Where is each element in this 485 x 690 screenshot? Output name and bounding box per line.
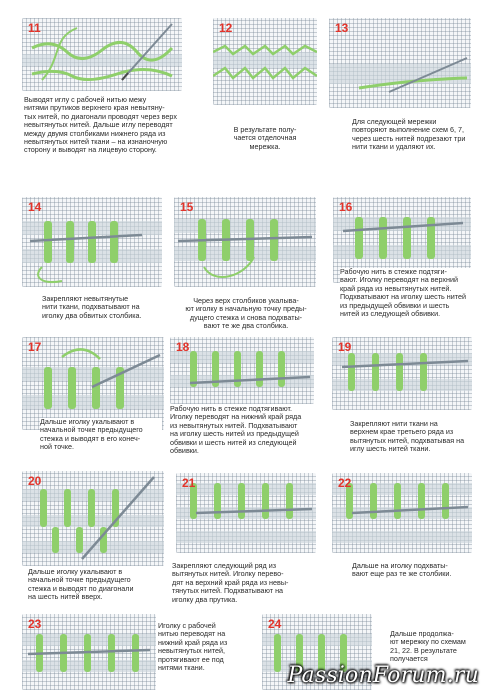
stitch-illustration (22, 18, 182, 91)
step-caption-16: Рабочую нить в стежке подтяги- вают. Иголку переводят на верхний край ряда из невытянутых нитей. Подхватывают на иголку шесть нитей из предыдущей обвивки и шесть нитей из следующей обвивки. (340, 268, 474, 318)
step-photo-18 (170, 337, 314, 404)
step-photo-11 (22, 18, 182, 91)
step-caption-14: Закрепляют невытянутые нити ткани, подхватывают на иголку два обвитых столбика. (42, 294, 142, 320)
watermark: PassionForum.ru (287, 663, 479, 688)
step-number: 17 (28, 340, 42, 354)
step-photo-12 (213, 18, 317, 105)
step-photo-22 (332, 473, 472, 553)
stitch-illustration (329, 18, 471, 108)
step-caption-19: Закрепляют нити ткани на верхнем крае третьего ряда из вытянутых нитей, подхватывая на иглу шесть нитей ткани. (350, 419, 465, 454)
step-caption-21: Закрепляют следующий ряд из вытянутых нитей. Иголку перево- дят на верхний край ряда из невы- тянутых нитей. Подхватывают на иголку два прутика. (172, 561, 289, 604)
stitch-illustration (22, 471, 164, 566)
step-caption-15: Через верх столбиков укалыва- ют иголку в начальную точку преды- дущего стежка и снова подхваты- вают те же два столбика. (185, 296, 307, 331)
step-photo-15 (174, 197, 316, 287)
step-number: 14 (28, 200, 42, 214)
step-number: 16 (339, 200, 353, 214)
stitch-illustration (332, 473, 472, 553)
step-photo-23 (22, 614, 156, 690)
step-number: 13 (335, 21, 349, 35)
step-number: 20 (28, 474, 42, 488)
step-caption-24: Дальше продолжа- ют мережку по схемам 21, 22. В результате получается (390, 629, 466, 664)
stitch-illustration (176, 473, 316, 553)
step-photo-21 (176, 473, 316, 553)
step-caption-12: В результате полу- чается отделочная мережка. (233, 125, 297, 151)
stitch-illustration (22, 197, 162, 287)
step-caption-11: Выводят иглу с рабочей нитью межу нитями прутиков верхнего края невытяну- тых нитей, по диагонали проводят через верх невытянутых нитей. Дальше иглу переводят между двумя столбиками нижнего ряда из невытянутых нитей ткани – на изнаночную сторону и выводят на лицевую сторону. (24, 95, 177, 155)
step-number: 18 (176, 340, 190, 354)
step-photo-14 (22, 197, 162, 287)
stitch-illustration (174, 197, 316, 287)
step-number: 15 (180, 200, 194, 214)
step-number: 24 (268, 617, 282, 631)
stitch-illustration (170, 337, 314, 404)
step-number: 12 (219, 21, 233, 35)
step-caption-22: Дальше на иголку подхваты- вают еще раз те же столбики. (352, 561, 452, 579)
stitch-illustration (22, 614, 156, 690)
step-caption-17: Дальше иголку укалывают в начальной точке предыдущего стежка и выводят в его конеч- ной точке. (40, 418, 162, 452)
step-photo-20 (22, 471, 164, 566)
step-photo-19 (332, 337, 472, 410)
step-number: 11 (28, 21, 41, 35)
step-number: 21 (182, 476, 196, 490)
step-photo-13 (329, 18, 471, 108)
stitch-illustration (332, 337, 472, 410)
step-caption-20: Дальше иголку укалывают в начальной точке предыдущего стежка и выводят по диагонали на шесть нитей вверх. (28, 567, 134, 602)
step-number: 22 (338, 476, 352, 490)
step-number: 19 (338, 340, 352, 354)
step-number: 23 (28, 617, 42, 631)
step-caption-18: Рабочую нить в стежке подтягивают. Иголку переводят на нижний край ряда из невытянутых нитей. Подхватывают на иголку шесть нитей из предыдущей обвивки и шесть нитей из следующей обвивки. (170, 404, 302, 456)
step-caption-23: Иголку с рабочей нитью переводят на нижний край ряда из невытянутых нитей, протягивают ее под нитями ткани. (158, 621, 228, 673)
step-caption-13: Для следующей мережки повторяют выполнение схем 6, 7, через шесть нитей подрезают три нити ткани и удаляют их. (352, 117, 466, 152)
